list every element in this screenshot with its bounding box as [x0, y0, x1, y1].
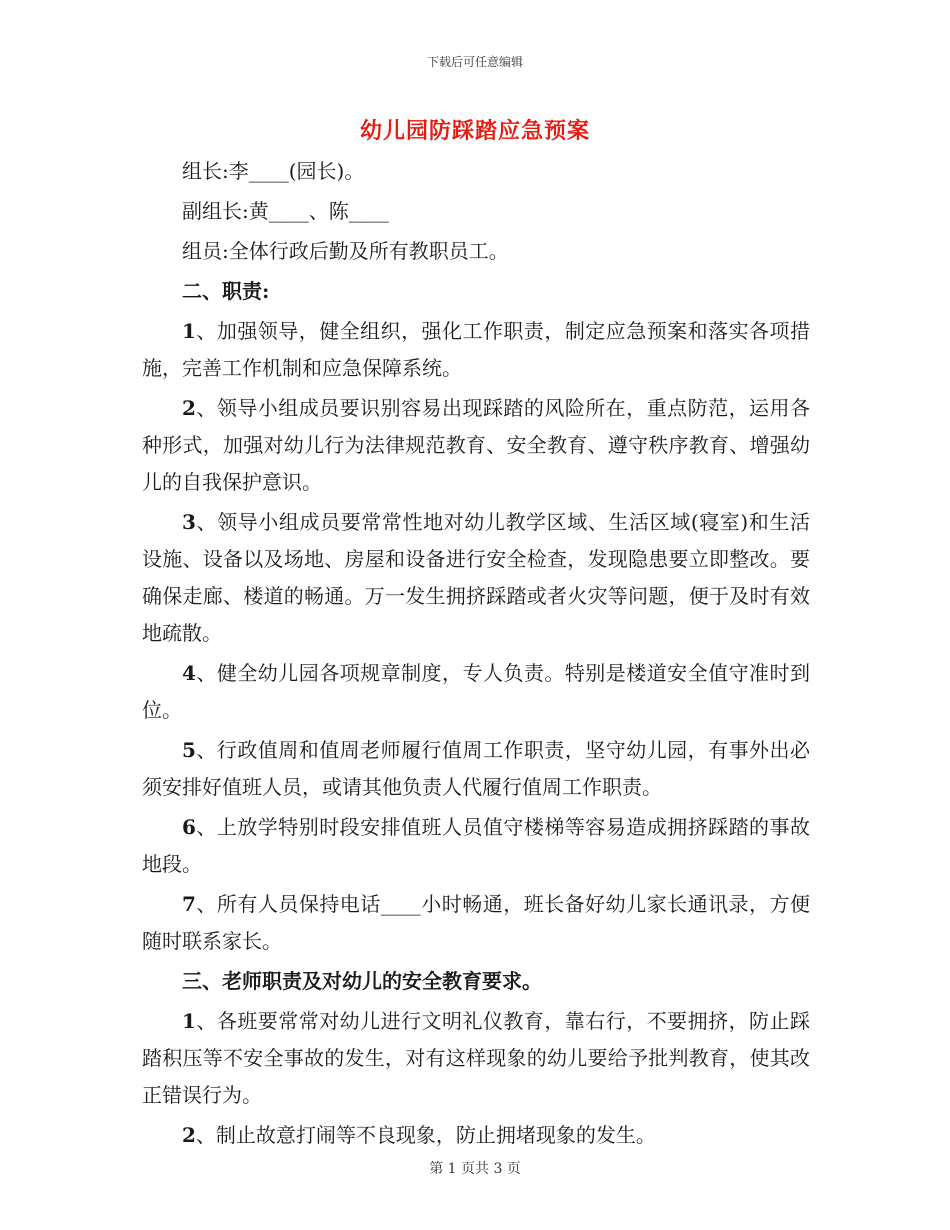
item-number: 1 [182, 319, 196, 343]
item-text: 、领导小组成员要常常性地对幼儿教学区域、生活区域(寝室)和生活设施、设备以及场地、房屋和设备进行安全检查，发现隐患要立即整改。要确保走廊、楼道的畅通。万一发生拥挤踩踏或者火灾等问题，便于及时有效地疏散。 [142, 510, 810, 645]
page-header-note: 下载后可任意编辑 [426, 55, 523, 69]
item-text: 、健全幼儿园各项规章制度，专人负责。特别是楼道安全值守准时到位。 [142, 661, 810, 722]
item-number: 2 [182, 1123, 196, 1147]
duty-item-5 [142, 732, 810, 806]
duty-item-4 [142, 655, 810, 729]
document-body [142, 150, 810, 1154]
item-text: 、所有人员保持电话____小时畅通，班长备好幼儿家长通讯录，方便随时联系家长。 [142, 892, 810, 953]
item-number: 4 [182, 661, 196, 685]
paragraph-deputy-leader: 副组长:黄____、陈____ [182, 199, 389, 223]
item-number: 1 [182, 1009, 196, 1033]
duty-item-6 [142, 809, 810, 883]
teacher-item-1 [142, 1003, 810, 1114]
duty-item-7 [142, 886, 810, 960]
item-number: 7 [182, 892, 196, 916]
item-text: 、领导小组成员要识别容易出现踩踏的风险所在，重点防范，运用各种形式，加强对幼儿行为法律规范教育、安全教育、遵守秩序教育、增强幼儿的自我保护意识。 [142, 396, 810, 494]
duty-item-2 [142, 390, 810, 501]
section-heading-duties: 二、职责: [182, 279, 270, 303]
paragraph-members: 组员:全体行政后勤及所有教职员工。 [182, 239, 509, 263]
section-heading-teacher-duties: 三、老师职责及对幼儿的安全教育要求。 [182, 969, 542, 993]
item-text: 、加强领导，健全组织，强化工作职责，制定应急预案和落实各项措施，完善工作机制和应急保障系统。 [142, 319, 810, 380]
duty-item-3 [142, 504, 810, 652]
paragraph-leader: 组长:李____(园长)。 [182, 159, 365, 183]
document-title: 幼儿园防踩踏应急预案 [359, 118, 590, 144]
item-number: 5 [182, 738, 196, 762]
item-text: 、制止故意打闹等不良现象，防止拥堵现象的发生。 [195, 1123, 656, 1147]
teacher-item-2 [142, 1117, 810, 1154]
item-number: 6 [182, 815, 196, 839]
item-text: 、行政值周和值周老师履行值周工作职责，坚守幼儿园，有事外出必须安排好值班人员，或请其他负责人代履行值周工作职责。 [142, 738, 810, 799]
page-footer-number: 第 1 页共 3 页 [429, 1161, 521, 1177]
duty-item-1 [142, 313, 810, 387]
item-number: 2 [182, 396, 196, 420]
item-text: 、各班要常常对幼儿进行文明礼仪教育，靠右行，不要拥挤，防止踩踏积压等不安全事故的发生，对有这样现象的幼儿要给予批判教育，使其改正错误行为。 [142, 1009, 810, 1107]
item-text: 、上放学特别时段安排值班人员值守楼梯等容易造成拥挤踩踏的事故地段。 [142, 815, 810, 876]
item-number: 3 [182, 510, 196, 534]
